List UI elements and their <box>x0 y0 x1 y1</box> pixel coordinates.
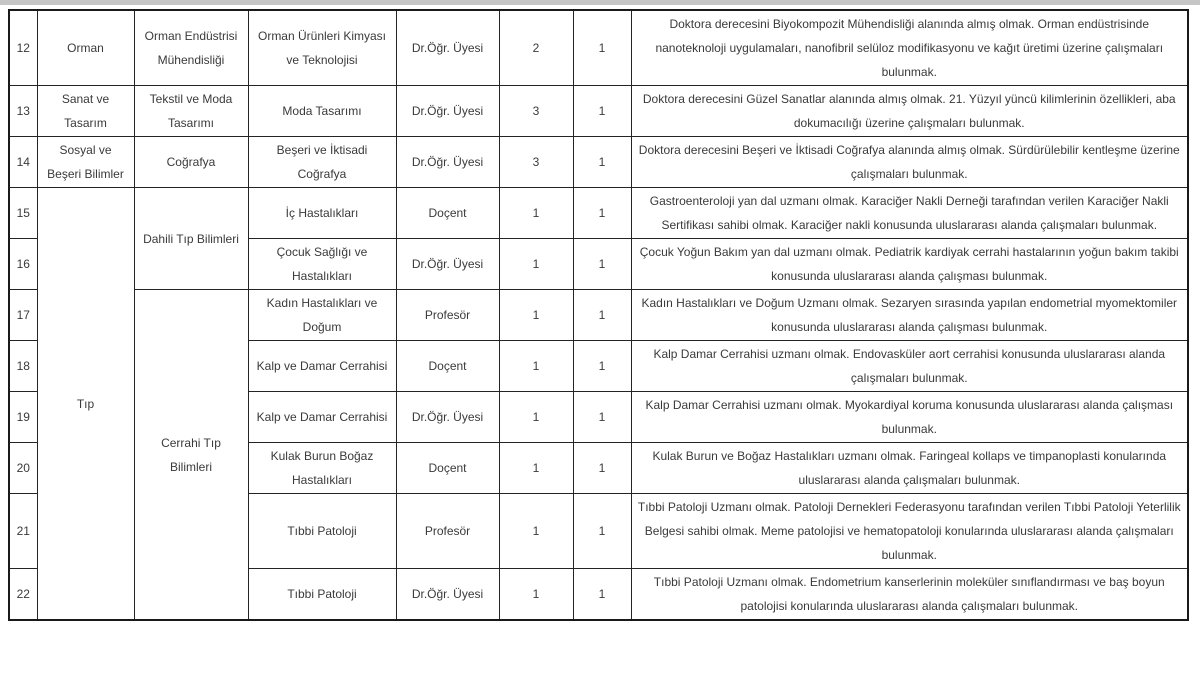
title-cell: Doçent <box>396 443 499 494</box>
row-number-cell: 17 <box>9 290 37 341</box>
count-cell: 1 <box>573 137 631 188</box>
table-row <box>9 86 1188 137</box>
requirement-cell: Doktora derecesini Biyokompozit Mühendisliği alanında almış olmak. Orman endüstrisinde nanoteknoloji uygulamaları, nanofibril selüloz modifikasyonu ve kağıt üretimi üzerine çalışmaları bulunmak. <box>631 10 1188 86</box>
count-cell: 1 <box>573 569 631 621</box>
grade-cell: 1 <box>499 188 573 239</box>
academic-vacancy-table <box>8 9 1189 621</box>
title-cell: Dr.Öğr. Üyesi <box>396 137 499 188</box>
grade-cell: 1 <box>499 239 573 290</box>
department-cell: Cerrahi Tıp Bilimleri <box>134 290 248 621</box>
count-cell: 1 <box>573 341 631 392</box>
program-cell: Beşeri ve İktisadi Coğrafya <box>248 137 396 188</box>
grade-cell: 1 <box>499 392 573 443</box>
program-cell: Kalp ve Damar Cerrahisi <box>248 392 396 443</box>
row-number-cell: 12 <box>9 10 37 86</box>
count-cell: 1 <box>573 188 631 239</box>
table-row <box>9 290 1188 341</box>
title-cell: Profesör <box>396 290 499 341</box>
program-cell: Orman Ürünleri Kimyası ve Teknolojisi <box>248 10 396 86</box>
count-cell: 1 <box>573 494 631 569</box>
grade-cell: 1 <box>499 341 573 392</box>
program-cell: Kulak Burun Boğaz Hastalıkları <box>248 443 396 494</box>
title-cell: Profesör <box>396 494 499 569</box>
count-cell: 1 <box>573 86 631 137</box>
title-cell: Dr.Öğr. Üyesi <box>396 392 499 443</box>
row-number-cell: 16 <box>9 239 37 290</box>
title-cell: Dr.Öğr. Üyesi <box>396 10 499 86</box>
department-cell: Orman Endüstrisi Mühendisliği <box>134 10 248 86</box>
grade-cell: 3 <box>499 137 573 188</box>
table-row <box>9 137 1188 188</box>
table-row <box>9 10 1188 86</box>
requirement-cell: Tıbbi Patoloji Uzmanı olmak. Endometrium kanserlerinin moleküler sınıflandırması ve baş boyun patolojisi konularında uluslararası alanda çalışmaları bulunmak. <box>631 569 1188 621</box>
grade-cell: 1 <box>499 494 573 569</box>
row-number-cell: 14 <box>9 137 37 188</box>
grade-cell: 1 <box>499 443 573 494</box>
program-cell: İç Hastalıkları <box>248 188 396 239</box>
count-cell: 1 <box>573 239 631 290</box>
row-number-cell: 20 <box>9 443 37 494</box>
title-cell: Dr.Öğr. Üyesi <box>396 569 499 621</box>
grade-cell: 1 <box>499 569 573 621</box>
table-row <box>9 188 1188 239</box>
faculty-cell: Tıp <box>37 188 134 621</box>
grade-cell: 1 <box>499 290 573 341</box>
requirement-cell: Kadın Hastalıkları ve Doğum Uzmanı olmak. Sezaryen sırasında yapılan endometrial myomektomiler konusunda uluslararası alanda çalışması bulunmak. <box>631 290 1188 341</box>
count-cell: 1 <box>573 392 631 443</box>
grade-cell: 3 <box>499 86 573 137</box>
title-cell: Doçent <box>396 188 499 239</box>
requirement-cell: Gastroenteroloji yan dal uzmanı olmak. Karaciğer Nakli Derneği tarafından verilen Karaciğer Nakli Sertifikası sahibi olmak. Karaciğer nakli konusunda uluslararası alanda çalışmaları bulunmak. <box>631 188 1188 239</box>
row-number-cell: 18 <box>9 341 37 392</box>
title-cell: Dr.Öğr. Üyesi <box>396 86 499 137</box>
program-cell: Kadın Hastalıkları ve Doğum <box>248 290 396 341</box>
row-number-cell: 22 <box>9 569 37 621</box>
faculty-cell: Orman <box>37 10 134 86</box>
grade-cell: 2 <box>499 10 573 86</box>
department-cell: Coğrafya <box>134 137 248 188</box>
requirement-cell: Çocuk Yoğun Bakım yan dal uzmanı olmak. Pediatrik kardiyak cerrahi hastalarının yoğun bakım takibi konusunda uluslararası alanda çalışması bulunmak. <box>631 239 1188 290</box>
program-cell: Tıbbi Patoloji <box>248 569 396 621</box>
faculty-cell: Sanat ve Tasarım <box>37 86 134 137</box>
requirement-cell: Doktora derecesini Beşeri ve İktisadi Coğrafya alanında almış olmak. Sürdürülebilir kentleşme üzerine çalışmaları bulunmak. <box>631 137 1188 188</box>
department-cell: Dahili Tıp Bilimleri <box>134 188 248 290</box>
department-cell: Tekstil ve Moda Tasarımı <box>134 86 248 137</box>
row-number-cell: 15 <box>9 188 37 239</box>
title-cell: Dr.Öğr. Üyesi <box>396 239 499 290</box>
previous-row-edge-artifact <box>0 0 1200 5</box>
requirement-cell: Kalp Damar Cerrahisi uzmanı olmak. Endovasküler aort cerrahisi konusunda uluslararası alanda çalışmaları bulunmak. <box>631 341 1188 392</box>
requirement-cell: Kalp Damar Cerrahisi uzmanı olmak. Myokardiyal koruma konusunda uluslararası alanda çalışması bulunmak. <box>631 392 1188 443</box>
vacancy-table-body <box>9 10 1188 620</box>
program-cell: Çocuk Sağlığı ve Hastalıkları <box>248 239 396 290</box>
count-cell: 1 <box>573 443 631 494</box>
program-cell: Kalp ve Damar Cerrahisi <box>248 341 396 392</box>
program-cell: Moda Tasarımı <box>248 86 396 137</box>
program-cell: Tıbbi Patoloji <box>248 494 396 569</box>
requirement-cell: Doktora derecesini Güzel Sanatlar alanında almış olmak. 21. Yüzyıl yüncü kilimlerinin özellikleri, aba dokumacılığı üzerine çalışmaları bulunmak. <box>631 86 1188 137</box>
requirement-cell: Kulak Burun ve Boğaz Hastalıkları uzmanı olmak. Faringeal kollaps ve timpanoplasti konularında uluslararası alanda çalışmaları bulunmak. <box>631 443 1188 494</box>
title-cell: Doçent <box>396 341 499 392</box>
count-cell: 1 <box>573 10 631 86</box>
row-number-cell: 19 <box>9 392 37 443</box>
row-number-cell: 13 <box>9 86 37 137</box>
row-number-cell: 21 <box>9 494 37 569</box>
faculty-cell: Sosyal ve Beşeri Bilimler <box>37 137 134 188</box>
requirement-cell: Tıbbi Patoloji Uzmanı olmak. Patoloji Dernekleri Federasyonu tarafından verilen Tıbbi Patoloji Yeterlilik Belgesi sahibi olmak. Meme patolojisi ve hematopatoloji konularında uluslararası alanda çalışmaları bulunmak. <box>631 494 1188 569</box>
count-cell: 1 <box>573 290 631 341</box>
